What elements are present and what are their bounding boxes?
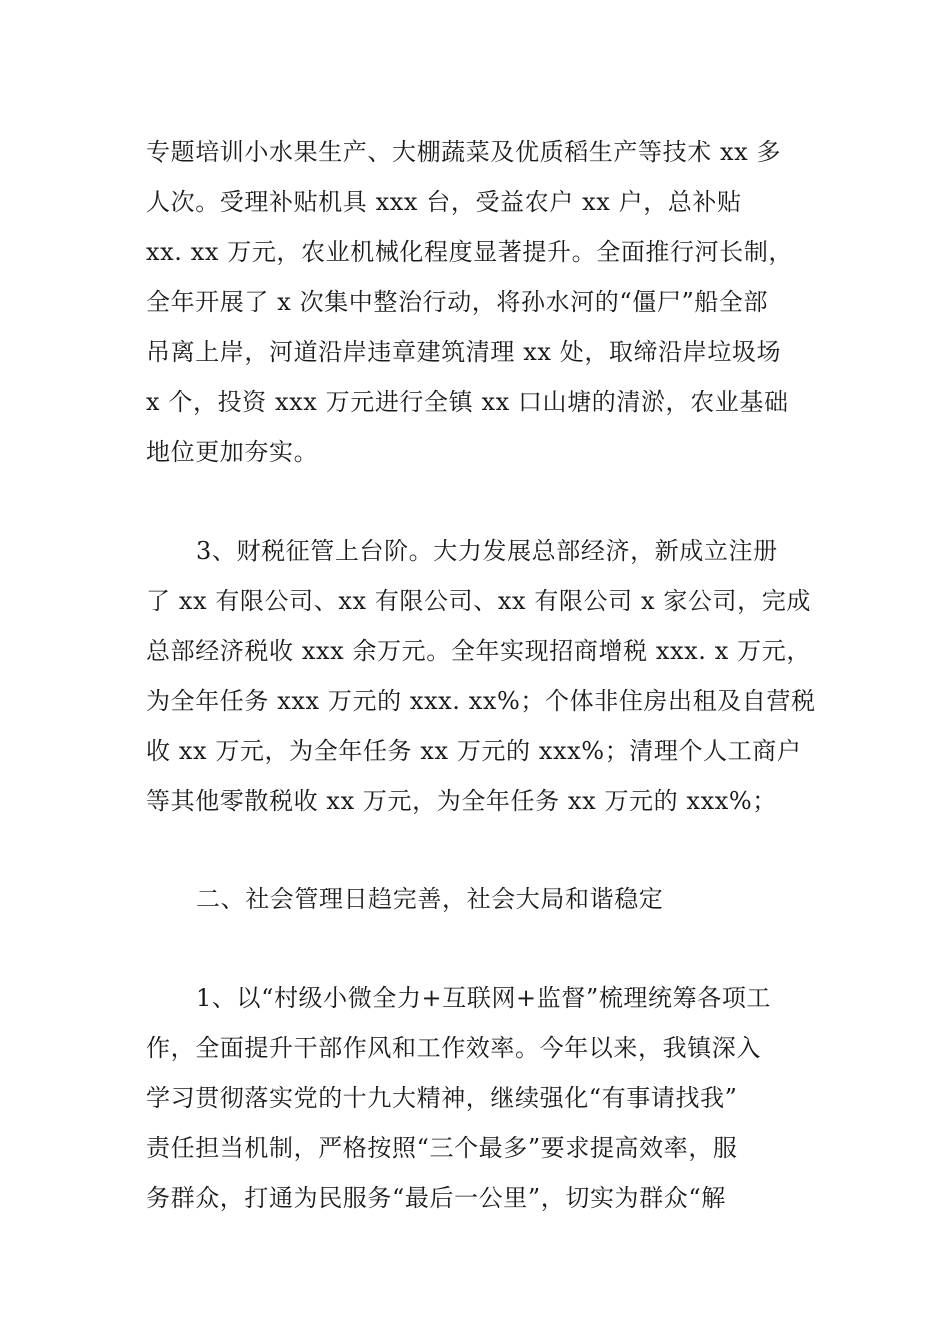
text-line: x 个，投资 xxx 万元进行全镇 xx 口山塘的清淤，农业基础 xyxy=(146,388,789,416)
text-line: 学习贯彻落实党的十九大精神，继续强化“有事请找我” xyxy=(146,1084,738,1112)
text-line: 地位更加夯实。 xyxy=(146,438,319,466)
text-line: 吊离上岸，河道沿岸违章建筑清理 xx 处，取缔沿岸垃圾场 xyxy=(146,338,782,366)
heading-text: 二、社会管理日趋完善，社会大局和谐稳定 xyxy=(196,885,664,913)
text-line: 3、财税征管上台阶。大力发展总部经济，新成立注册 xyxy=(196,537,778,565)
text-line: 专题培训小水果生产、大棚蔬菜及优质稻生产等技术 xx 多 xyxy=(146,138,782,166)
text-line: 了 xx 有限公司、xx 有限公司、xx 有限公司 x 家公司，完成 xyxy=(146,587,811,615)
text-line: 人次。受理补贴机具 xxx 台，受益农户 xx 户，总补贴 xyxy=(146,188,742,216)
text-line: 收 xx 万元，为全年任务 xx 万元的 xxx%；清理个人工商户 xyxy=(146,737,802,765)
text-line: xx. xx 万元，农业机械化程度显著提升。全面推行河长制， xyxy=(146,238,794,266)
text-line: 1、以“村级小微全力+互联网+监督”梳理统筹各项工 xyxy=(196,984,772,1012)
text-line: 全年开展了 x 次集中整治行动，将孙水河的“僵尸”船全部 xyxy=(146,288,769,316)
text-line: 责任担当机制，严格按照“三个最多”要求提高效率，服 xyxy=(146,1134,738,1162)
text-line: 为全年任务 xxx 万元的 xxx. xx%；个体非住房出租及自营税 xyxy=(146,687,816,715)
text-line: 等其他零散税收 xx 万元，为全年任务 xx 万元的 xxx%； xyxy=(146,787,777,815)
text-line: 务群众，打通为民服务“最后一公里”，切实为群众“解 xyxy=(146,1184,726,1212)
text-line: 作，全面提升干部作风和工作效率。今年以来，我镇深入 xyxy=(146,1034,761,1062)
text-line: 总部经济税收 xxx 余万元。全年实现招商增税 xxx. x 万元， xyxy=(146,637,811,665)
